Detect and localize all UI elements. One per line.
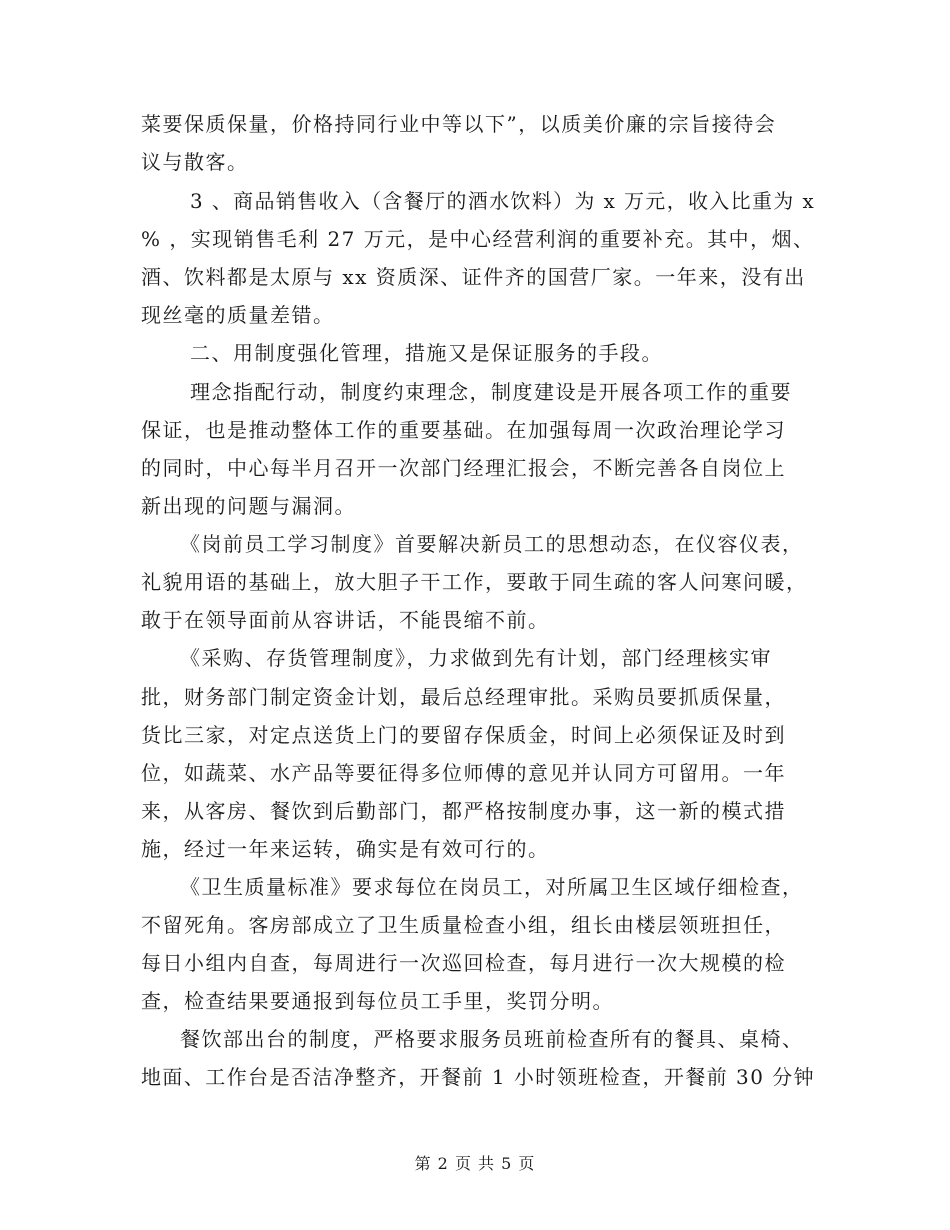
text-line: 酒、饮料都是太原与 xx 资质深、证件齐的国营厂家。一年来，没有出 xyxy=(141,265,806,289)
text-line: 每日小组内自查，每周进行一次巡回检查，每月进行一次大规模的检 xyxy=(141,951,786,975)
text-line: 施，经过一年来运转，确实是有效可行的。 xyxy=(141,837,550,861)
page-number: 第 2 页 共 5 页 xyxy=(414,1154,536,1173)
text-line: 来，从客房、餐饮到后勤部门，都严格按制度办事，这一新的模式措 xyxy=(141,799,786,823)
text-line: 理念指配行动，制度约束理念，制度建设是开展各项工作的重要 xyxy=(190,380,792,404)
text-line: 3 、商品销售收入（含餐厅的酒水饮料）为 x 万元，收入比重为 x xyxy=(190,189,816,213)
text-line: 《采购、存货管理制度》，力求做到先有计划，部门经理核实审 xyxy=(180,646,772,670)
text-line: 保证，也是推动整体工作的重要基础。在加强每周一次政治理论学习 xyxy=(141,418,786,442)
text-line: 现丝毫的质量差错。 xyxy=(141,303,335,327)
text-line: 《岗前员工学习制度》首要解决新员工的思想动态，在仪容仪表， xyxy=(180,532,804,556)
text-line: 货比三家，对定点送货上门的要留存保质金，时间上必须保证及时到 xyxy=(141,723,786,747)
text-line: 餐饮部出台的制度，严格要求服务员班前检查所有的餐具、桌椅、 xyxy=(180,1027,804,1051)
text-line: 礼貌用语的基础上，放大胆子干工作，要敢于同生疏的客人问寒问暖， xyxy=(141,570,808,594)
text-line: 地面、工作台是否洁净整齐，开餐前 1 小时领班检查，开餐前 30 分钟 xyxy=(141,1065,816,1089)
text-line: 菜要保质保量，价格持同行业中等以下”，以质美价廉的宗旨接待会 xyxy=(141,112,777,136)
text-line: 敢于在领导面前从容讲话，不能畏缩不前。 xyxy=(141,608,550,632)
text-line: 的同时，中心每半月召开一次部门经理汇报会，不断完善各自岗位上 xyxy=(141,456,786,480)
text-line: % ，实现销售毛利 27 万元，是中心经营利润的重要补充。其中，烟、 xyxy=(141,227,815,251)
text-line: 《卫生质量标准》要求每位在岗员工，对所属卫生区域仔细检查， xyxy=(180,875,804,899)
text-line: 批，财务部门制定资金计划，最后总经理审批。采购员要抓质保量， xyxy=(141,685,786,709)
section-heading: 二、用制度强化管理，措施又是保证服务的手段。 xyxy=(190,341,663,365)
text-line: 议与散客。 xyxy=(141,150,249,174)
text-line: 位，如蔬菜、水产品等要征得多位师傅的意见并认同方可留用。一年 xyxy=(141,761,786,785)
text-line: 新出现的问题与漏洞。 xyxy=(141,494,356,518)
text-line: 查，检查结果要通报到每位员工手里，奖罚分明。 xyxy=(141,989,614,1013)
text-line: 不留死角。客房部成立了卫生质量检查小组，组长由楼层领班担任， xyxy=(141,913,786,937)
